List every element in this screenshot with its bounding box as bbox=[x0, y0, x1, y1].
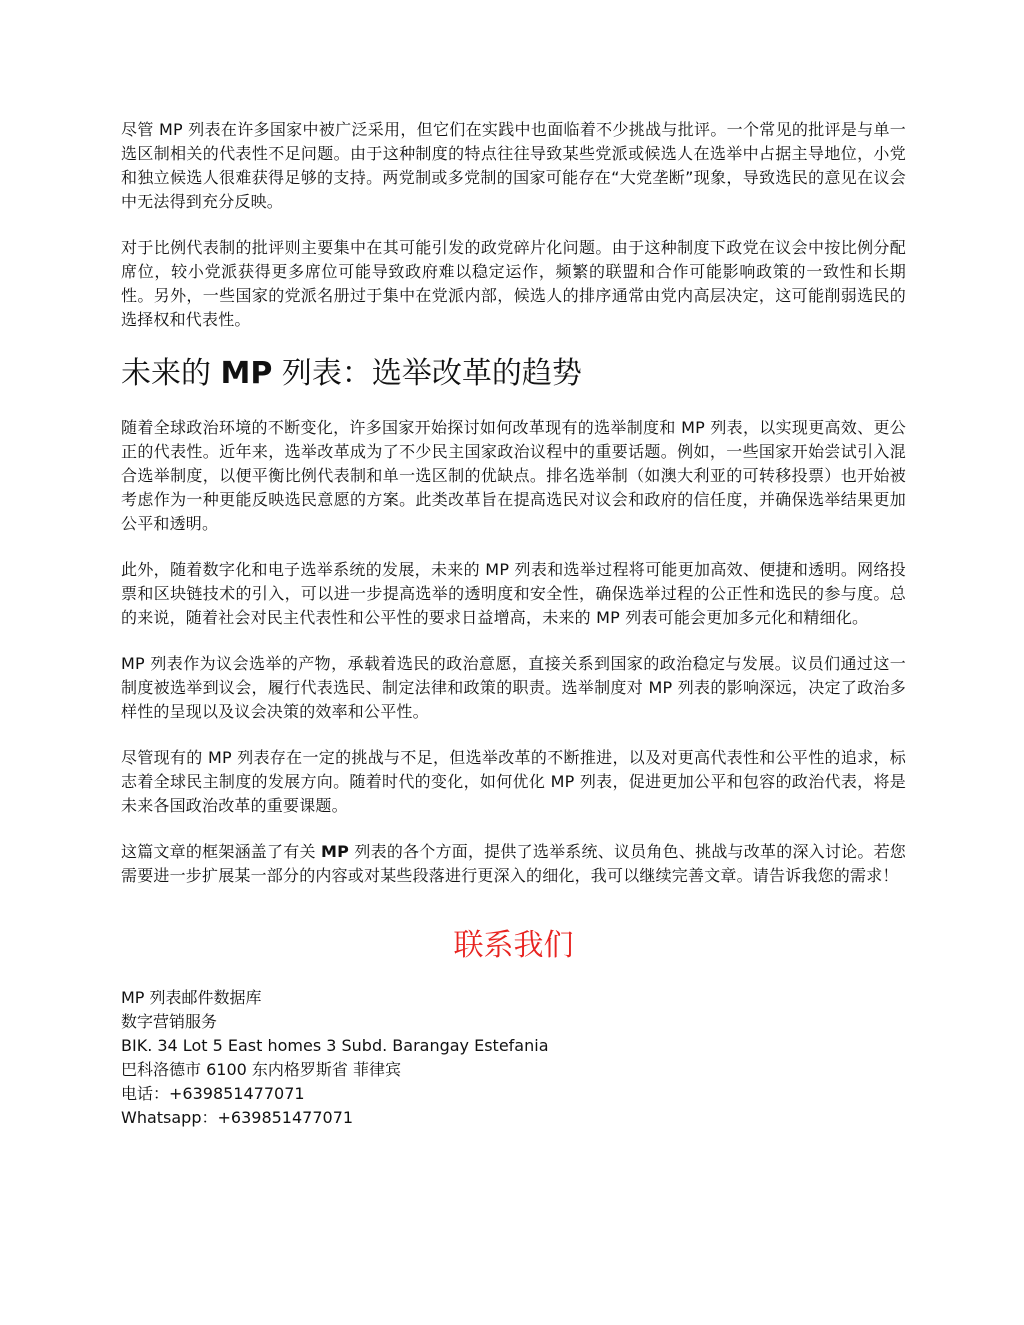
section-heading bbox=[121, 354, 906, 394]
heading-suffix: 列表：选举改革的趋势 bbox=[272, 356, 582, 391]
heading-mp: MP bbox=[220, 356, 273, 391]
closing-before: 这篇文章的框架涵盖了有关 bbox=[121, 842, 322, 861]
paragraph-reform-trend: 随着全球政治环境的不断变化，许多国家开始探讨如何改革现有的选举制度和 MP 列表，以实现更高效、更公正的代表性。近年来，选举改革成为了不少民主国家政治议程中的重要话题。例如，一些国家开始尝试引入混合选举制度，以便平衡比例代表制和单一选区制的优缺点。排名选举制（如澳大利亚的可转移投票）也开始被考虑作为一种更能反映选民意愿的方案。此类改革旨在提高选民对议会和政府的信任度，并确保选举结果更加公平和透明。 bbox=[121, 418, 906, 533]
contact-phone: 电话：+639851477071 bbox=[121, 1084, 305, 1103]
paragraph-summary: MP 列表作为议会选举的产物，承载着选民的政治意愿，直接关系到国家的政治稳定与发展。议员们通过这一制度被选举到议会，履行代表选民、制定法律和政策的职责。选举制度对 MP 列表的影响深远，决定了政治多样性的呈现以及议会决策的效率和公平性。 bbox=[121, 654, 906, 721]
contact-address-line1: BIK. 34 Lot 5 East homes 3 Subd. Barangay Estefania bbox=[121, 1036, 549, 1055]
contact-service: 数字营销服务 bbox=[121, 1012, 218, 1031]
paragraph-closing bbox=[121, 840, 906, 888]
paragraph-conclusion: 尽管现有的 MP 列表存在一定的挑战与不足，但选举改革的不断推进，以及对更高代表性和公平性的追求，标志着全球民主制度的发展方向。随着时代的变化，如何优化 MP 列表，促进更加公平和包容的政治代表，将是未来各国政治改革的重要课题。 bbox=[121, 748, 906, 815]
contact-address-line2: 巴科洛德市 6100 东内格罗斯省 菲律宾 bbox=[121, 1060, 401, 1079]
heading-prefix: 未来的 bbox=[121, 356, 221, 391]
closing-after: 列表的各个方面，提供了选举系统、议员角色、挑战与改革的深入讨论。若您需要进一步扩展某一部分的内容或对某些段落进行更深入的细化，我可以继续完善文章。请告诉我您的需求！ bbox=[121, 842, 907, 885]
closing-mp: MP bbox=[321, 842, 350, 861]
paragraph-challenges: 尽管 MP 列表在许多国家中被广泛采用，但它们在实践中也面临着不少挑战与批评。一个常见的批评是与单一选区制相关的代表性不足问题。由于这种制度的特点往往导致某些党派或候选人在选举中占据主导地位，小党和独立候选人很难获得足够的支持。两党制或多党制的国家可能存在“大党垄断”现象，导致选民的意见在议会中无法得到充分反映。 bbox=[121, 120, 906, 211]
paragraph-digital: 此外，随着数字化和电子选举系统的发展，未来的 MP 列表和选举过程将可能更加高效、便捷和透明。网络投票和区块链技术的引入，可以进一步提高选举的透明度和安全性，确保选举过程的公正性和选民的参与度。总的来说，随着社会对民主代表性和公平性的要求日益增高，未来的 MP 列表可能会更加多元化和精细化。 bbox=[121, 560, 906, 627]
contact-whatsapp: Whatsapp：+639851477071 bbox=[121, 1108, 354, 1127]
document-page bbox=[121, 118, 906, 1130]
contact-block bbox=[121, 986, 906, 1130]
contact-company: MP 列表邮件数据库 bbox=[121, 988, 262, 1007]
paragraph-proportional-critique: 对于比例代表制的批评则主要集中在其可能引发的政党碎片化问题。由于这种制度下政党在议会中按比例分配席位，较小党派获得更多席位可能导致政府难以稳定运作，频繁的联盟和合作可能影响政策的一致性和长期性。另外，一些国家的党派名册过于集中在党派内部，候选人的排序通常由党内高层决定，这可能削弱选民的选择权和代表性。 bbox=[121, 238, 906, 329]
contact-title: 联系我们 bbox=[453, 928, 574, 963]
